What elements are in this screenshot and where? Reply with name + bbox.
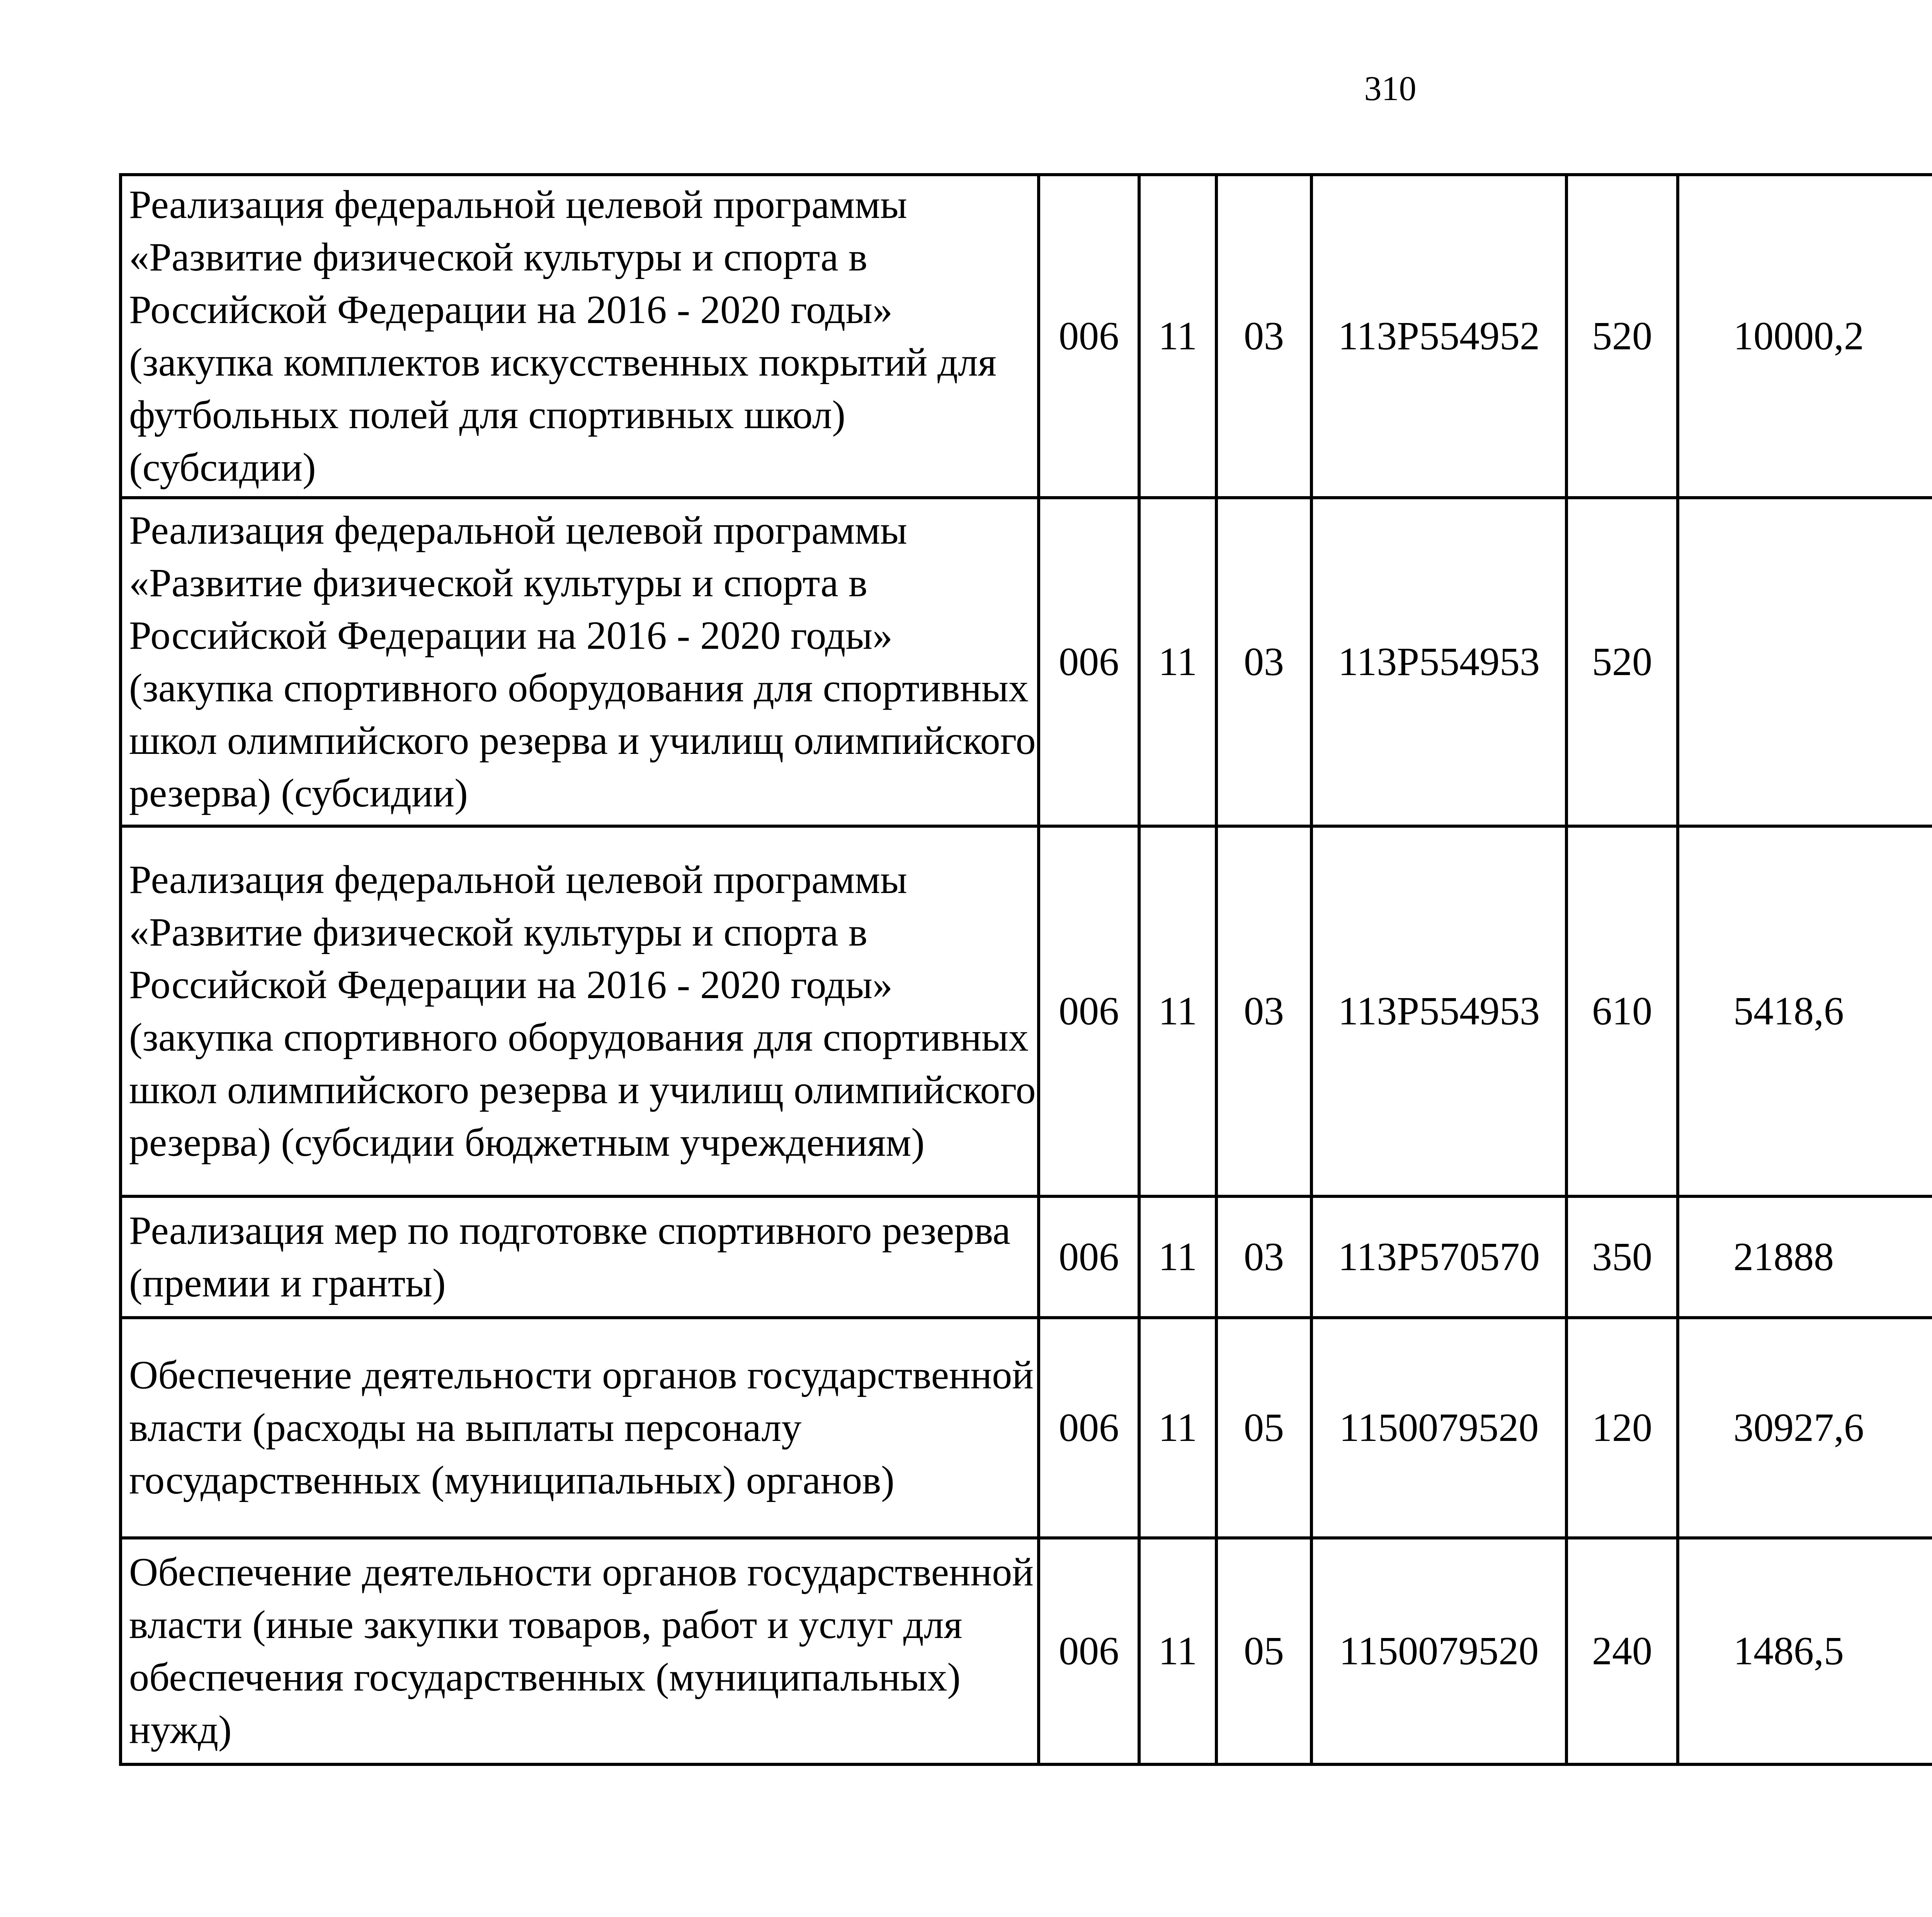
expense-type-code: 350 xyxy=(1566,1196,1678,1318)
expense-type-code: 520 xyxy=(1566,498,1678,826)
row-description: Обеспечение деятельности органов государственной власти (расходы на выплаты персоналу государственных (муниципальных) органов) xyxy=(121,1318,1039,1538)
ministry-code: 006 xyxy=(1039,1538,1139,1764)
target-article-code: 1150079520 xyxy=(1311,1318,1566,1538)
table-row xyxy=(121,175,1932,498)
table-row xyxy=(121,826,1932,1196)
ministry-code: 006 xyxy=(1039,175,1139,498)
amount-1 xyxy=(1678,498,1932,826)
amount-1: 30927,6 xyxy=(1678,1318,1932,1538)
budget-table xyxy=(119,173,1932,1766)
row-description: Реализация федеральной целевой программы «Развитие физической культуры и спорта в Российской Федерации на 2016 - 2020 годы» (закупка спортивного оборудования для спортивных школ олимпийского резерва и училищ олимпийского резерва) (субсидии) xyxy=(121,498,1039,826)
row-description: Реализация федеральной целевой программы «Развитие физической культуры и спорта в Российской Федерации на 2016 - 2020 годы» (закупка спортивного оборудования для спортивных школ олимпийского резерва и училищ олимпийского резерва) (субсидии бюджетным учреждениям) xyxy=(121,826,1039,1196)
subsection-code: 05 xyxy=(1216,1538,1311,1764)
target-article-code: 113Р554953 xyxy=(1311,826,1566,1196)
section-code: 11 xyxy=(1139,1196,1216,1318)
section-code: 11 xyxy=(1139,175,1216,498)
amount-1: 1486,5 xyxy=(1678,1538,1932,1764)
section-code: 11 xyxy=(1139,498,1216,826)
expense-type-code: 520 xyxy=(1566,175,1678,498)
target-article-code: 113Р554952 xyxy=(1311,175,1566,498)
amount-1: 21888 xyxy=(1678,1196,1932,1318)
section-code: 11 xyxy=(1139,826,1216,1196)
ministry-code: 006 xyxy=(1039,1196,1139,1318)
row-description: Реализация федеральной целевой программы «Развитие физической культуры и спорта в Российской Федерации на 2016 - 2020 годы» (закупка комплектов искусственных покрытий для футбольных полей для спортивных школ) (субсидии) xyxy=(121,175,1039,498)
subsection-code: 03 xyxy=(1216,1196,1311,1318)
section-code: 11 xyxy=(1139,1538,1216,1764)
expense-type-code: 240 xyxy=(1566,1538,1678,1764)
amount-1: 5418,6 xyxy=(1678,826,1932,1196)
amount-1: 10000,2 xyxy=(1678,175,1932,498)
target-article-code: 1150079520 xyxy=(1311,1538,1566,1764)
ministry-code: 006 xyxy=(1039,826,1139,1196)
table-row xyxy=(121,1538,1932,1764)
subsection-code: 03 xyxy=(1216,498,1311,826)
page-number: 310 xyxy=(1364,70,1417,108)
section-code: 11 xyxy=(1139,1318,1216,1538)
table-row xyxy=(121,1318,1932,1538)
ministry-code: 006 xyxy=(1039,498,1139,826)
table-row xyxy=(121,1196,1932,1318)
target-article-code: 113Р554953 xyxy=(1311,498,1566,826)
row-description: Реализация мер по подготовке спортивного резерва (премии и гранты) xyxy=(121,1196,1039,1318)
target-article-code: 113Р570570 xyxy=(1311,1196,1566,1318)
expense-type-code: 120 xyxy=(1566,1318,1678,1538)
subsection-code: 03 xyxy=(1216,826,1311,1196)
ministry-code: 006 xyxy=(1039,1318,1139,1538)
row-description: Обеспечение деятельности органов государственной власти (иные закупки товаров, работ и услуг для обеспечения государственных (муниципальных) нужд) xyxy=(121,1538,1039,1764)
subsection-code: 05 xyxy=(1216,1318,1311,1538)
subsection-code: 03 xyxy=(1216,175,1311,498)
expense-type-code: 610 xyxy=(1566,826,1678,1196)
table-row xyxy=(121,498,1932,826)
